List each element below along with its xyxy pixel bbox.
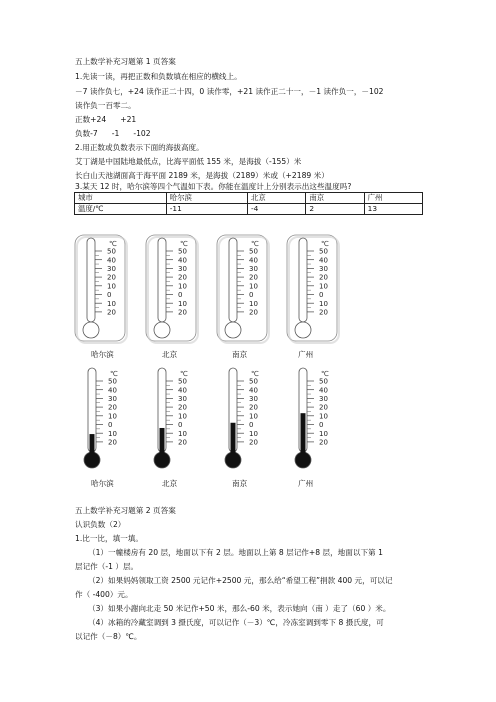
tick-label: 20 (178, 308, 187, 317)
tick-label: 10 (108, 412, 117, 421)
unit-label: ℃ (251, 240, 259, 248)
tick-label: 30 (319, 395, 328, 403)
question-2: 2.用正数或负数表示下面的海拔高度。 (75, 143, 204, 152)
tick-label: 20 (108, 403, 117, 412)
tick-label: 0 (178, 421, 183, 430)
negative-value: -102 (133, 129, 151, 138)
thermometer-tube (158, 238, 166, 322)
thermometer-filled (216, 364, 274, 478)
city-label: 广州 (298, 350, 314, 359)
city-label: 北京 (162, 479, 178, 488)
thermometer-tube (229, 238, 237, 322)
question-3: 3.某天 12 时，哈尔滨等四个气温如下表。你能在温度计上分别表示出这些温度吗? (75, 182, 352, 191)
thermometer-tube (299, 238, 307, 322)
tick-label: 30 (319, 265, 328, 273)
tick-label: 30 (107, 265, 116, 273)
unit-label: ℃ (109, 240, 117, 248)
negative-value: -1 (111, 129, 120, 138)
thermometer-blank (145, 234, 203, 348)
tick-label: 10 (249, 299, 258, 308)
tick-label: 20 (178, 438, 187, 447)
thermometer-svg (286, 234, 344, 344)
question-1-text-1: －7 读作负七，+24 读作正二十四，0 读作零，+21 读作正二十一，－1 读作负一，－102 (75, 87, 384, 96)
table-cell: 南京 (306, 193, 364, 204)
table-cell: -4 (248, 204, 306, 215)
city-label: 哈尔滨 (91, 479, 114, 488)
mercury-column (231, 423, 236, 460)
thermometer-svg (145, 234, 203, 344)
city-label: 广州 (298, 479, 314, 488)
thermometer-blank (286, 234, 344, 348)
table-header-row (75, 193, 423, 204)
tick-label: 10 (319, 412, 328, 421)
table-cell: 广州 (364, 193, 422, 204)
thermometer-svg (286, 364, 344, 474)
thermometer-svg (74, 234, 132, 344)
tick-label: 20 (319, 273, 328, 282)
city-label: 哈尔滨 (91, 350, 114, 359)
thermometer-svg (145, 364, 203, 474)
tick-label: 0 (249, 421, 254, 430)
tick-label: 30 (249, 395, 258, 403)
thermometer-blank (74, 234, 132, 348)
tick-label: 20 (249, 308, 258, 317)
thermometer-filled (145, 364, 203, 478)
table-cell: 哈尔滨 (166, 193, 247, 204)
tick-label: 0 (319, 291, 324, 300)
unit-label: ℃ (110, 370, 118, 378)
tick-label: 10 (319, 429, 328, 438)
tick-label: 10 (249, 412, 258, 421)
tick-label: 10 (319, 282, 328, 291)
tick-label: 30 (178, 265, 187, 273)
tick-label: 40 (319, 386, 328, 395)
section-subtitle: 认识负数（2） (75, 520, 126, 529)
page-title-2: 五上数学补充习题第 2 页答案 (75, 506, 176, 515)
tick-label: 10 (108, 429, 117, 438)
tick-label: 10 (178, 299, 187, 308)
table-row (75, 204, 423, 215)
city-label: 南京 (232, 350, 248, 359)
tick-label: 20 (108, 438, 117, 447)
city-label: 南京 (232, 479, 248, 488)
tick-label: 0 (319, 421, 324, 430)
tick-label: 50 (178, 377, 187, 386)
thermometer-filled (75, 364, 133, 478)
unit-label: ℃ (251, 370, 259, 378)
unit-label: ℃ (321, 240, 329, 248)
tick-label: 30 (249, 265, 258, 273)
table-cell: 2 (306, 204, 364, 215)
tick-label: 20 (319, 438, 328, 447)
unit-label: ℃ (180, 240, 188, 248)
tick-label: 20 (249, 273, 258, 282)
tick-label: 10 (107, 299, 116, 308)
tick-label: 50 (107, 247, 116, 256)
thermometer-svg (75, 364, 133, 474)
thermometer-tube (87, 238, 95, 322)
tick-label: 10 (107, 282, 116, 291)
positive-row (75, 115, 136, 125)
item-1a: （1）一幢楼房有 20 层，地面以下有 2 层。地面以上第 8 层记作+8 层，地面以下第 1 (88, 548, 383, 557)
tick-label: 10 (249, 282, 258, 291)
tick-label: 10 (178, 429, 187, 438)
city-label: 北京 (162, 350, 178, 359)
tick-label: 50 (249, 377, 258, 386)
tick-label: 0 (107, 291, 112, 300)
table-cell: 北京 (248, 193, 306, 204)
unit-label: ℃ (180, 370, 188, 378)
item-2b: 作（ -400）元。 (75, 590, 133, 599)
item-2a: （2）如果妈妈领取工资 2500 元记作+2500 元，那么给“希望工程”捐款 400 元，可以记 (88, 576, 393, 585)
tick-label: 40 (178, 256, 187, 265)
negative-label: 负数-7 (75, 129, 98, 138)
page2-question-1: 1.比一比，填一填。 (75, 534, 143, 543)
tick-label: 50 (319, 247, 328, 256)
tick-label: 10 (178, 412, 187, 421)
thermometer-svg (216, 234, 274, 344)
unit-label: ℃ (321, 370, 329, 378)
thermometer-bulb (295, 322, 311, 338)
mercury-column (301, 413, 306, 460)
table-cell: 13 (364, 204, 422, 215)
tick-label: 50 (319, 377, 328, 386)
temperature-table (74, 192, 423, 215)
item-3: （3）如果小謝向北走 50 米记作+50 米，那么-60 米，表示她向（南 ）走了（60 ）米。 (88, 604, 391, 613)
thermometer-filled (286, 364, 344, 478)
tick-label: 20 (319, 403, 328, 412)
tick-label: 30 (108, 395, 117, 403)
tick-label: 20 (107, 308, 116, 317)
tick-label: 0 (108, 421, 113, 430)
thermometer-bulb (83, 322, 99, 338)
tick-label: 10 (178, 282, 187, 291)
tick-label: 10 (249, 429, 258, 438)
mercury-column (90, 434, 95, 460)
positive-value: +21 (120, 115, 137, 124)
tick-label: 50 (108, 377, 117, 386)
question-2-line-1: 艾丁湖是中国陆地最低点，比海平面低 155 米，是海拔（-155）米 (75, 157, 302, 166)
mercury-column (160, 428, 165, 460)
tick-label: 50 (249, 247, 258, 256)
tick-label: 20 (178, 273, 187, 282)
tick-label: 20 (249, 403, 258, 412)
question-1: 1.先读一读，再把正数和负数填在相应的横线上。 (75, 72, 242, 81)
thermometer-blank (216, 234, 274, 348)
tick-label: 20 (249, 438, 258, 447)
tick-label: 20 (319, 308, 328, 317)
thermometer-bulb (225, 322, 241, 338)
tick-label: 40 (178, 386, 187, 395)
tick-label: 20 (178, 403, 187, 412)
thermometer-svg (216, 364, 274, 474)
tick-label: 40 (249, 386, 258, 395)
tick-label: 40 (107, 256, 116, 265)
table-cell: 温度/℃ (75, 204, 167, 215)
tick-label: 40 (319, 256, 328, 265)
table-cell: 城市 (75, 193, 167, 204)
tick-label: 40 (108, 386, 117, 395)
tick-label: 20 (107, 273, 116, 282)
question-1-text-2: 读作负一百零二。 (75, 101, 136, 110)
page-title-1: 五上数学补充习题第 1 页答案 (75, 57, 176, 66)
tick-label: 40 (249, 256, 258, 265)
negative-row (75, 129, 151, 139)
question-2-line-2: 长白山天池湖面高于海平面 2189 米，是海拔（2189）米或（+2189 米） (75, 171, 329, 180)
positive-label: 正数+24 (75, 115, 107, 124)
tick-label: 50 (178, 247, 187, 256)
item-1b: 层记作（-1 ）层。 (75, 562, 139, 571)
thermometer-bulb (154, 322, 170, 338)
tick-label: 30 (178, 395, 187, 403)
table-cell: -11 (166, 204, 247, 215)
tick-label: 0 (178, 291, 183, 300)
tick-label: 10 (319, 299, 328, 308)
item-4b: 以记作（－8）℃。 (75, 632, 142, 641)
item-4a: （4）冰箱的冷藏室调到 3 摄氏度，可以记作（－3）℃，冷冻室调到零下 8 摄氏度，可 (88, 618, 384, 627)
tick-label: 0 (249, 291, 254, 300)
